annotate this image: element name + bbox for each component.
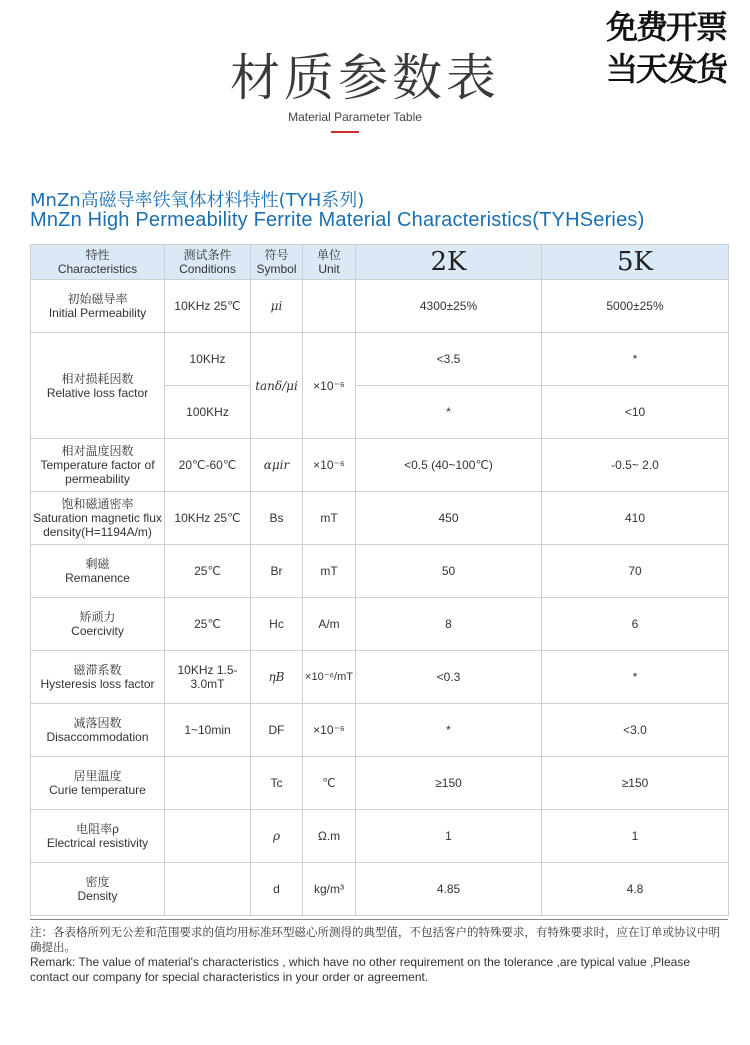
row-condition: 25℃: [165, 598, 251, 651]
row-value-5k: ≥150: [542, 757, 729, 810]
table-row: [31, 545, 729, 598]
row-value-2k: <0.3: [356, 651, 542, 704]
row-condition: [165, 810, 251, 863]
row-symbol: tanδ/μi: [251, 333, 303, 439]
row-characteristic: 居里温度 Curie temperature: [31, 757, 165, 810]
table-row: [31, 333, 729, 386]
promo-badge-line1: 免费开票: [606, 8, 727, 46]
row-symbol: Bs: [251, 492, 303, 545]
row-unit: Ω.m: [303, 810, 356, 863]
row-unit: ×10⁻⁶: [303, 333, 356, 439]
row-characteristic: 剩磁 Remanence: [31, 545, 165, 598]
table-row: [31, 757, 729, 810]
table-bottom-divider: [30, 919, 728, 920]
row-condition: [165, 757, 251, 810]
row-value-5k: 4.8: [542, 863, 729, 916]
page-subtitle: Material Parameter Table: [288, 110, 422, 124]
row-value-2k: 50: [356, 545, 542, 598]
header-grade-2k: 2K: [356, 245, 542, 280]
row-unit: A/m: [303, 598, 356, 651]
row-symbol: DF: [251, 704, 303, 757]
row-characteristic: 相对损耗因数 Relative loss factor: [31, 333, 165, 439]
table-row: [31, 598, 729, 651]
row-value-2k: *: [356, 386, 542, 439]
row-value-5k: *: [542, 651, 729, 704]
row-value-2k: 8: [356, 598, 542, 651]
row-characteristic: 密度 Density: [31, 863, 165, 916]
row-value-5k: 5000±25%: [542, 280, 729, 333]
row-characteristic: 相对温度因数 Temperature factor of permeability: [31, 439, 165, 492]
row-value-5k: 1: [542, 810, 729, 863]
header-symbol: 符号 Symbol: [251, 245, 303, 280]
row-condition: 10KHz 25℃: [165, 280, 251, 333]
row-symbol: ρ: [251, 810, 303, 863]
row-value-2k: ≥150: [356, 757, 542, 810]
row-characteristic: 磁滞系数 Hysteresis loss factor: [31, 651, 165, 704]
row-condition: [165, 863, 251, 916]
row-unit: mT: [303, 492, 356, 545]
row-symbol: Hc: [251, 598, 303, 651]
row-symbol: Tc: [251, 757, 303, 810]
page-title: 材质参数表: [230, 49, 500, 107]
row-condition: 10KHz 25℃: [165, 492, 251, 545]
row-unit: kg/m³: [303, 863, 356, 916]
row-value-5k: 70: [542, 545, 729, 598]
title-underline: [331, 131, 359, 133]
table-row: [31, 439, 729, 492]
row-value-2k: <0.5 (40~100℃): [356, 439, 542, 492]
row-unit: ×10⁻⁶: [303, 704, 356, 757]
section-title-en: MnZn High Permeability Ferrite Material Characteristics(TYHSeries): [30, 209, 645, 231]
header-characteristics: 特性 Characteristics: [31, 245, 165, 280]
row-value-2k: 4.85: [356, 863, 542, 916]
row-value-2k: <3.5: [356, 333, 542, 386]
header-grade-5k: 5K: [542, 245, 729, 280]
row-characteristic: 减落因数 Disaccommodation: [31, 704, 165, 757]
row-unit: ℃: [303, 757, 356, 810]
row-value-2k: 1: [356, 810, 542, 863]
row-unit: ×10⁻⁶: [303, 439, 356, 492]
row-condition: 1~10min: [165, 704, 251, 757]
row-symbol: d: [251, 863, 303, 916]
row-value-5k: *: [542, 333, 729, 386]
table-row: [31, 280, 729, 333]
table-row: [31, 492, 729, 545]
row-condition: 20℃-60℃: [165, 439, 251, 492]
promo-badge: [606, 6, 736, 90]
row-value-2k: *: [356, 704, 542, 757]
row-value-5k: 410: [542, 492, 729, 545]
row-condition: 10KHz 1.5-3.0mT: [165, 651, 251, 704]
note-cn: 注：各表格所列无公差和范围要求的值均用标准环型磁心所测得的典型值，不包括客户的特殊要求，有特殊要求时，应在订单或协议中明确提出。: [30, 925, 720, 954]
row-symbol: ηB: [251, 651, 303, 704]
row-value-2k: 4300±25%: [356, 280, 542, 333]
note-en: Remark: The value of material's characteristics , which have no other requirement on the tolerance ,are typical value ,Please contact our company for special characteristics in your order or agreement.: [30, 955, 690, 984]
row-unit: ×10⁻⁶/mT: [303, 651, 356, 704]
table-header-row: [31, 245, 729, 280]
row-unit: mT: [303, 545, 356, 598]
row-value-5k: <10: [542, 386, 729, 439]
row-condition: 10KHz: [165, 333, 251, 386]
row-unit: [303, 280, 356, 333]
row-characteristic: 电阻率ρ Electrical resistivity: [31, 810, 165, 863]
row-characteristic: 初始磁导率 Initial Permeability: [31, 280, 165, 333]
row-value-2k: 450: [356, 492, 542, 545]
table-row: [31, 651, 729, 704]
row-value-5k: <3.0: [542, 704, 729, 757]
row-symbol: Br: [251, 545, 303, 598]
section-title-cn: MnZn高磁导率铁氧体材料特性(TYH系列): [30, 190, 365, 211]
row-value-5k: -0.5~ 2.0: [542, 439, 729, 492]
header-conditions: 测试条件 Conditions: [165, 245, 251, 280]
row-condition: 25℃: [165, 545, 251, 598]
promo-badge-line2: 当天发货: [606, 50, 727, 88]
table-row: [31, 810, 729, 863]
row-condition: 100KHz: [165, 386, 251, 439]
table-row: [31, 704, 729, 757]
header-unit: 单位 Unit: [303, 245, 356, 280]
row-characteristic: 矫顽力 Coercivity: [31, 598, 165, 651]
row-symbol: αμir: [251, 439, 303, 492]
row-characteristic: 饱和磁通密率 Saturation magnetic flux density(H=1194A/m): [31, 492, 165, 545]
material-table: [30, 244, 729, 916]
row-symbol: μi: [251, 280, 303, 333]
row-value-5k: 6: [542, 598, 729, 651]
table-row: [31, 863, 729, 916]
